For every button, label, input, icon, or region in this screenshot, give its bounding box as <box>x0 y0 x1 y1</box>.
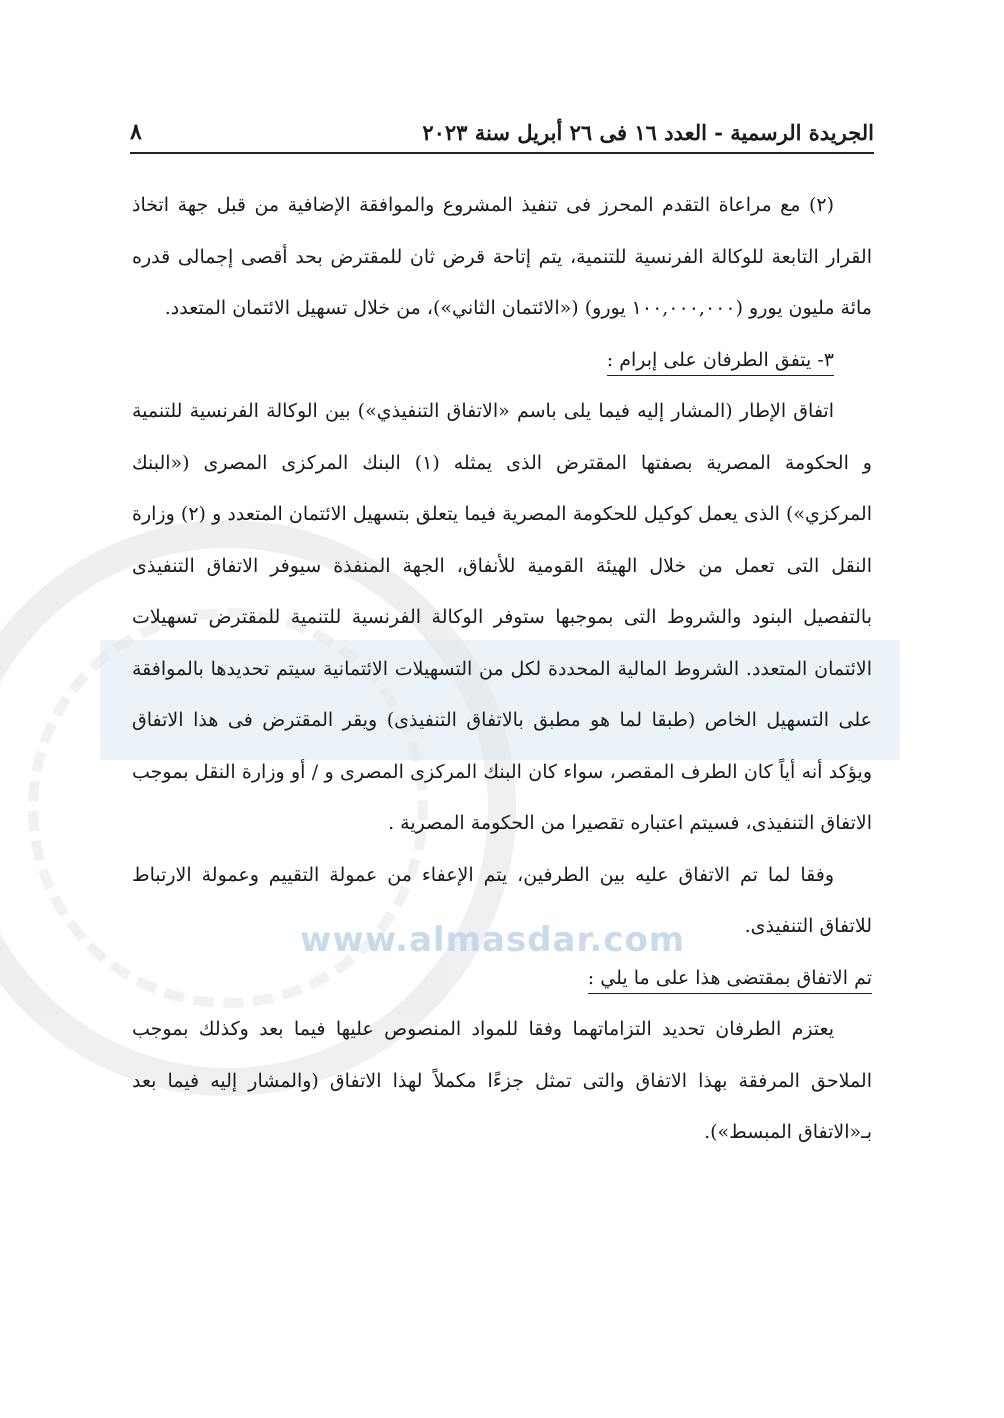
paragraph-fee-waiver: وفقا لما تم الاتفاق عليه بين الطرفين، يتم الإعفاء من عمولة التقييم وعمولة الارتباط للاتفاق التنفيذى. <box>132 863 872 937</box>
agreed-heading <box>132 953 872 1005</box>
paragraph-framework-agreement: اتفاق الإطار (المشار إليه فيما يلى باسم «الاتفاق التنفيذي») بين الوكالة الفرنسية للتنمية و الحكومة المصرية بصفتها المقترض الذى يمثله (١) البنك المركزى المصرى («البنك المركزي») الذى يعمل كوكيل للحكومة المصرية فيما يتعلق بتسهيل الائتمان المتعدد و (٢) وزارة النقل التى تعمل من خلال الهيئة القومية للأنفاق، الجهة المنفذة سيوفر الاتفاق التنفيذى بالتفصيل البنود والشروط التى بموجبها ستوفر الوكالة الفرنسية للتنمية للمقترض تسهيلات الائتمان المتعدد. الشروط المالية المحددة لكل من التسهيلات الائتمانية سيتم تحديدها بالموافقة على التسهيل الخاص (طبقا لما هو مطبق بالاتفاق التنفيذى) ويقر المقترض فى هذا الاتفاق ويؤكد أنه أياً كان الطرف المقصر، سواء كان البنك المركزى المصرى و / أو وزارة النقل بموجب الاتفاق التنفيذى، فسيتم اعتباره تقصيرا من الحكومة المصرية . <box>132 400 872 834</box>
gazette-title: الجريدة الرسمية - العدد ١٦ فى ٢٦ أبريل سنة ٢٠٢٣ <box>422 119 874 145</box>
page-number: ٨ <box>130 119 142 145</box>
document-body <box>132 180 872 1159</box>
section-heading-3 <box>132 335 872 387</box>
page-header <box>130 112 874 154</box>
section-heading-3-text: ٣- يتفق الطرفان على إبرام : <box>607 349 834 376</box>
paragraph-second-loan: (٢) مع مراعاة التقدم المحرز فى تنفيذ المشروع والموافقة الإضافية من قبل جهة اتخاذ القرار التابعة للوكالة الفرنسية للتنمية، يتم إتاحة قرض ثان للمقترض بحد أقصى إجمالى قدره مائة مليون يورو (١٠٠,٠٠٠,٠٠٠ يورو) («الائتمان الثاني»)، من خلال تسهيل الائتمان المتعدد. <box>132 194 872 319</box>
agreed-heading-text: تم الاتفاق بمقتضى هذا على ما يلي : <box>588 967 872 994</box>
paragraph-commitments: يعتزم الطرفان تحديد التزاماتهما وفقا للمواد المنصوص عليها فيما بعد وكذلك بموجب الملاحق المرفقة بهذا الاتفاق والتى تمثل جزءًا مكملاً لهذا الاتفاق (والمشار إليه فيما بعد بـ«الاتفاق المبسط»). <box>132 1018 872 1143</box>
watermark-url: www.almasdar.com <box>300 920 686 960</box>
